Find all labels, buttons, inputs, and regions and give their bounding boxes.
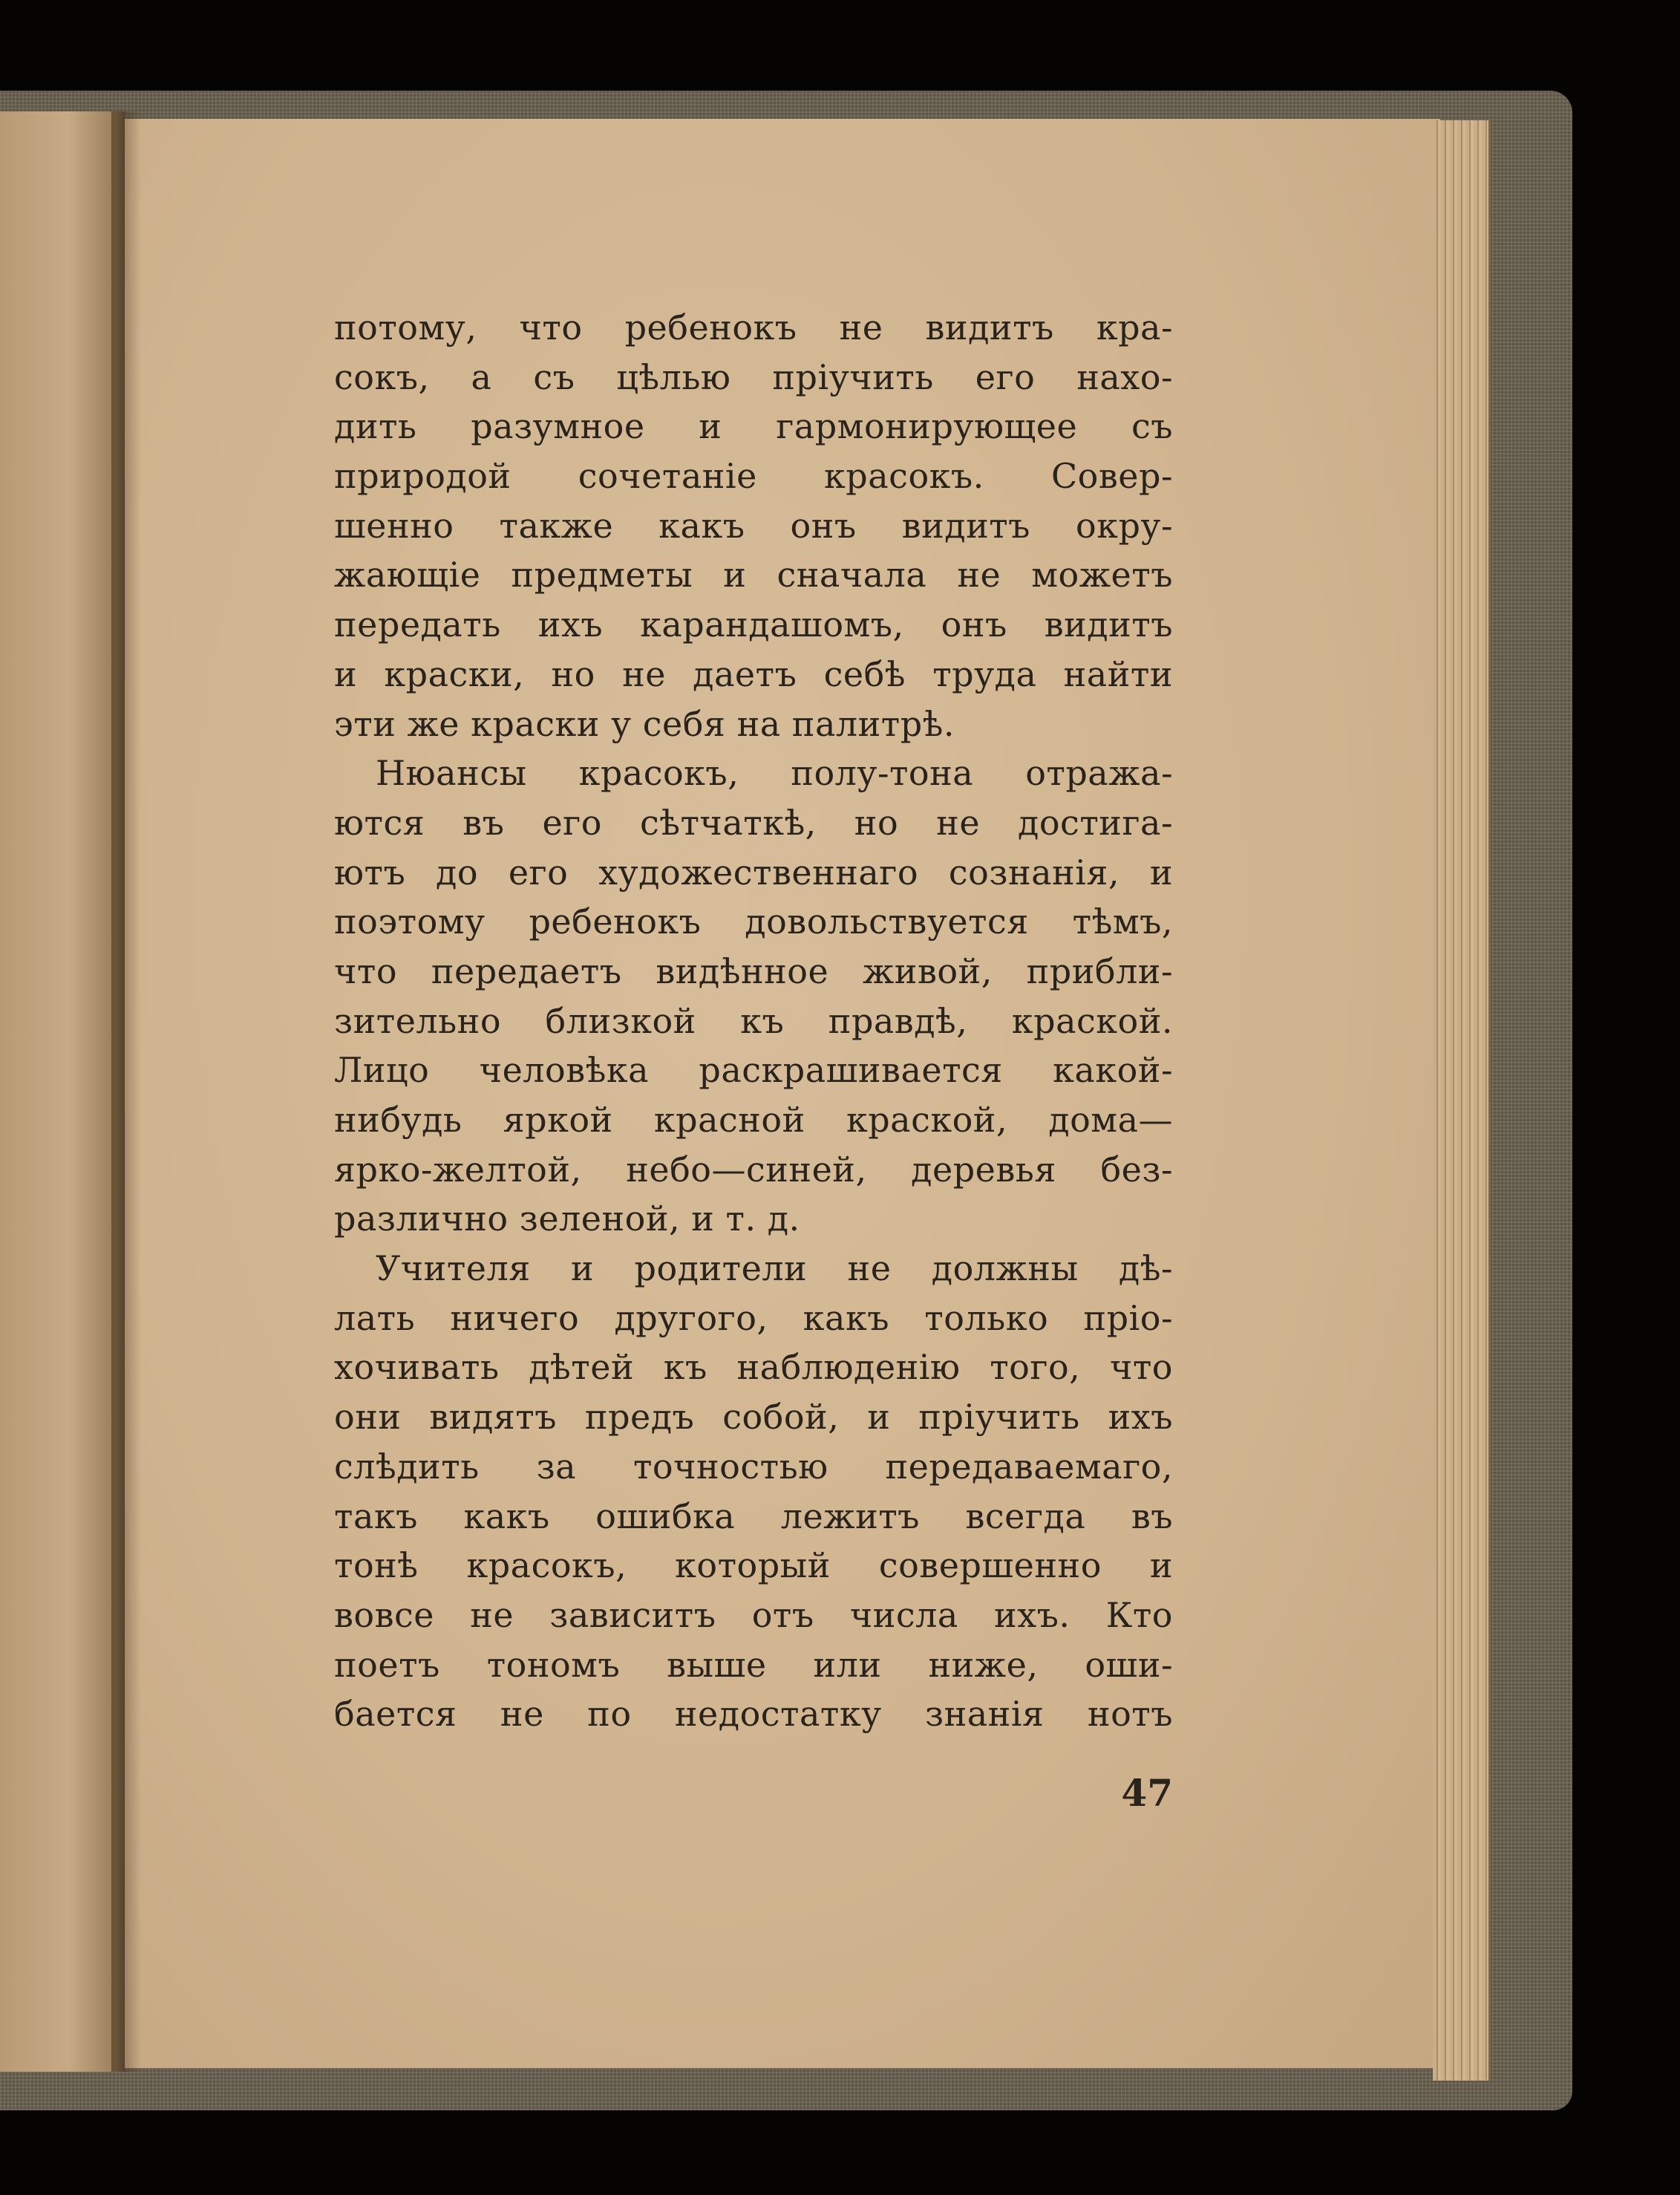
text-line: зительно близкой къ правдѣ, краской.: [334, 1000, 1173, 1041]
text-line: эти же краски у себя на палитрѣ.: [334, 703, 955, 744]
text-line: ютъ до его художественнаго сознанія, и: [334, 852, 1173, 893]
text-line: такъ какъ ошибка лежитъ всегда въ: [334, 1496, 1173, 1536]
paragraph: [334, 748, 1173, 1244]
page-gutter-shadow: [111, 111, 141, 2072]
text-line: шенно также какъ онъ видитъ окру-: [334, 505, 1173, 546]
text-line: поетъ тономъ выше или ниже, оши-: [334, 1644, 1173, 1685]
text-line: слѣдить за точностью передаваемаго,: [334, 1446, 1173, 1487]
text-line: лать ничего другого, какъ только пріо-: [334, 1297, 1173, 1338]
text-line: тонѣ красокъ, который совершенно и: [334, 1545, 1173, 1586]
text-line: хочивать дѣтей къ наблюденію того, что: [334, 1347, 1173, 1388]
page-number: 47: [1121, 1771, 1173, 1815]
previous-page-edge: [0, 111, 125, 2072]
text-line: ярко-желтой, небо—синей, деревья без-: [334, 1149, 1173, 1190]
text-line: они видятъ предъ собой, и пріучить ихъ: [334, 1397, 1173, 1438]
text-line: нибудь яркой красной краской, дома—: [334, 1100, 1173, 1140]
text-line: жающіе предметы и сначала не можетъ: [334, 555, 1173, 596]
text-line: что передаетъ видѣнное живой, прибли-: [334, 950, 1173, 991]
text-line: передать ихъ карандашомъ, онъ видитъ: [334, 604, 1173, 645]
text-line: различно зеленой, и т. д.: [334, 1198, 800, 1239]
page-text: [334, 303, 1173, 1739]
text-line: Нюансы красокъ, полу-тона отража-: [376, 753, 1173, 794]
text-line: Учителя и родители не должны дѣ-: [376, 1248, 1173, 1289]
text-line: вовсе не зависитъ отъ числа ихъ. Кто: [334, 1594, 1173, 1635]
paragraph: [334, 303, 1173, 748]
text-line: поэтому ребенокъ довольствуется тѣмъ,: [334, 901, 1173, 942]
paragraph: [334, 1244, 1173, 1739]
stacked-page-edges: [1433, 120, 1491, 2081]
text-line: бается не по недостатку знанія нотъ: [334, 1694, 1173, 1735]
text-line: потому, что ребенокъ не видитъ кра-: [334, 307, 1173, 348]
text-line: ются въ его сѣтчаткѣ, но не достига-: [334, 802, 1173, 843]
text-line: дить разумное и гармонирующее съ: [334, 406, 1173, 447]
text-line: Лицо человѣка раскрашивается какой-: [334, 1050, 1173, 1091]
text-line: природой сочетаніе красокъ. Совер-: [334, 456, 1173, 497]
text-line: сокъ, а съ цѣлью пріучить его нахо-: [334, 356, 1173, 397]
text-line: и краски, но не даетъ себѣ труда найти: [334, 653, 1173, 694]
